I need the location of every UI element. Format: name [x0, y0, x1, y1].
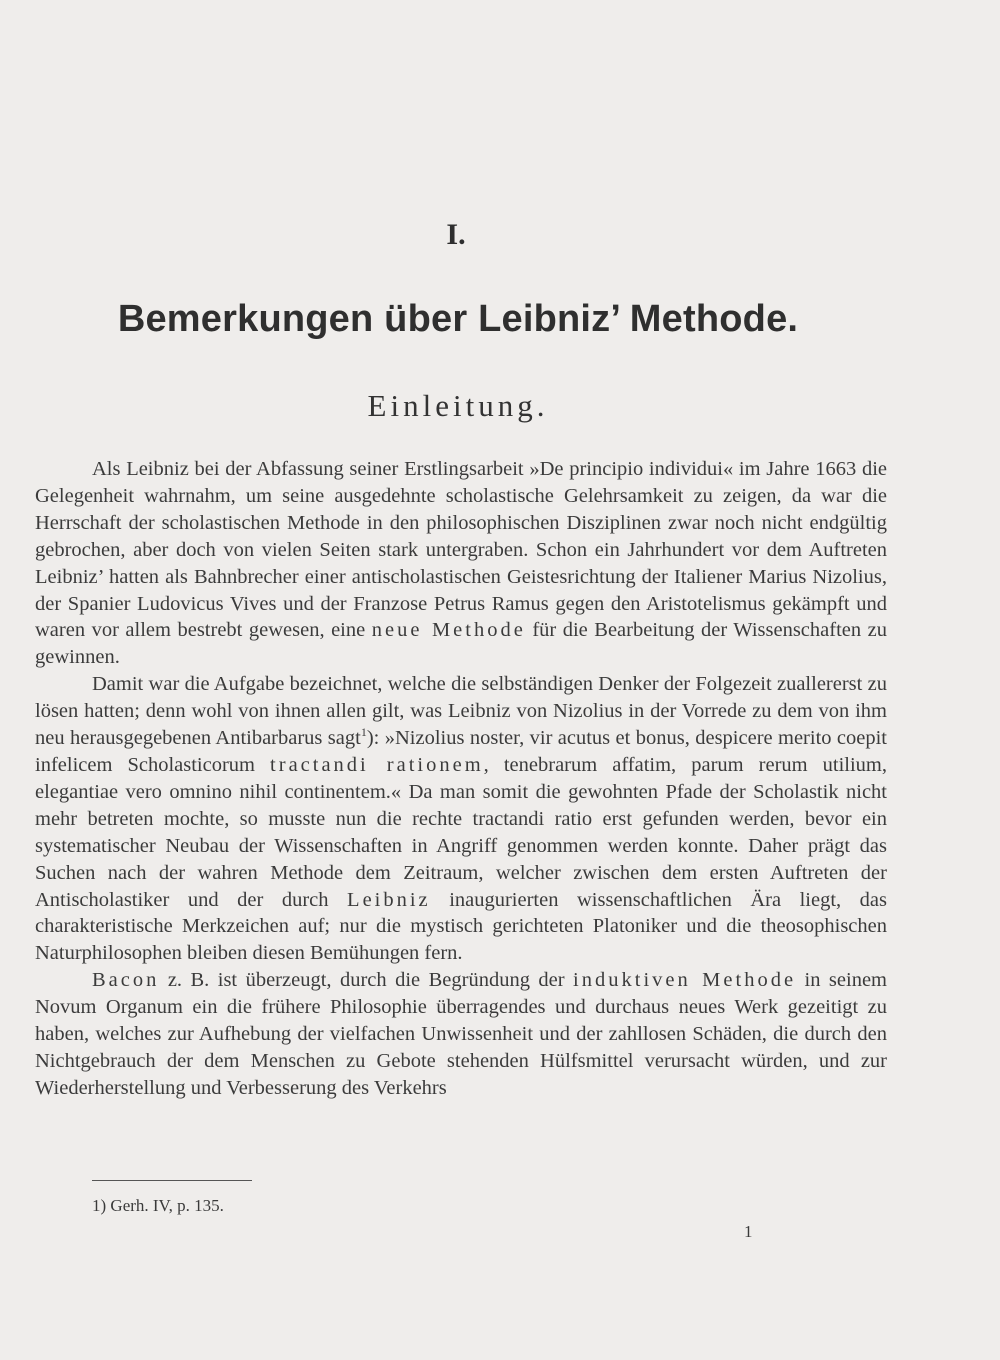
paragraph-1: [35, 456, 887, 671]
paragraph-3: [35, 967, 887, 1102]
emphasis-bacon: Bacon: [92, 969, 160, 992]
body-text: [35, 456, 887, 1102]
paragraph-2-text-a: Damit war die Aufgabe bezeichnet, welche die selbständigen Denker der Folgezeit zuallererst zu lösen hatten; denn wohl von ihnen allen gilt, was Leibniz von Nizolius in der Vorrede zu dem von ihm neu herausgegebenen Antibarbarus sagt: [35, 673, 887, 750]
emphasis-tractandi-rationem: tractandi rationem: [270, 753, 484, 776]
chapter-numeral: I.: [446, 218, 466, 251]
paragraph-3-text-a: z. B. ist überzeugt, durch die Begründung der: [159, 969, 574, 992]
footnote-reference: 1: [360, 725, 367, 740]
paragraph-2: [35, 671, 887, 967]
footnote-divider: [92, 1180, 252, 1181]
emphasis-induktiven-methode: induktiven Methode: [573, 969, 797, 992]
emphasis-neue-methode: neue Methode: [371, 619, 526, 642]
paragraph-1-text-b: für die Bearbeitung der Wissenschaften zu gewinnen.: [35, 619, 887, 669]
paragraph-2-text-c: , tenebrarum affatim, parum rerum utilium, elegantiae vero omnino nihil continentem.« Da man somit die gewohnten Pfade der Scholastik nicht mehr betreten mochte, so musste nun die rechte tractandi ratio erst gefunden werden, bevor ein systematischer Neubau der Wissenschaften in Angriff genommen werden konnte. Daher prägt das Suchen nach der wahren Methode dem Zeitraum, welcher zwischen dem ersten Auftreten der Antischolastiker und der durch: [35, 753, 887, 911]
footnote: 1) Gerh. IV, p. 135.: [92, 1196, 224, 1215]
emphasis-leibniz: Leibniz: [347, 888, 431, 911]
paragraph-2-text-d: inaugurierten wissenschaftlichen Ära liegt, das charakteristische Merkzeichen auf; nur die mystisch gerichteten Platoniker und die theosophischen Naturphilosophen bleiben diesen Bemühungen fern.: [35, 888, 888, 965]
chapter-title: Bemerkungen über Leibniz’ Methode.: [117, 298, 799, 340]
page-number: 1: [744, 1222, 753, 1241]
section-heading: Einleitung.: [367, 388, 549, 423]
paragraph-3-text-b: in seinem Novum Organum ein die frühere Philosophie überragendes und durchaus neues Werk gezeitigt zu haben, welches zur Aufhebung der vielfachen Unwissenheit und der zahllosen Schäden, die durch den Nichtgebrauch der dem Menschen zu Gebote stehenden Hülfsmittel verursacht würden, und zur Wiederherstellung und Verbesserung des Verkehrs: [35, 969, 887, 1099]
paragraph-2-text-b: ): »Nizolius noster, vir acutus et bonus, despicere merito coepit infelicem Scholasticorum: [35, 727, 887, 776]
paragraph-1-text-a: Als Leibniz bei der Abfassung seiner Erstlingsarbeit »De principio individui« im Jahre 1663 die Gelegenheit wahrnahm, um seine ausgedehnte scholastische Gelehrsamkeit zu zeigen, da war die Herrschaft der scholastischen Methode in den philosophischen Disziplinen zwar noch nicht endgültig gebrochen, aber doch von vielen Seiten stark untergraben. Schon ein Jahrhundert vor dem Auftreten Leibniz’ hatten als Bahnbrecher einer antischolastischen Geistesrichtung der Italiener Marius Nizolius, der Spanier Ludovicus Vives und der Franzose Petrus Ramus gegen den Aristotelismus gekämpft und waren vor allem bestrebt gewesen, eine: [35, 458, 887, 642]
